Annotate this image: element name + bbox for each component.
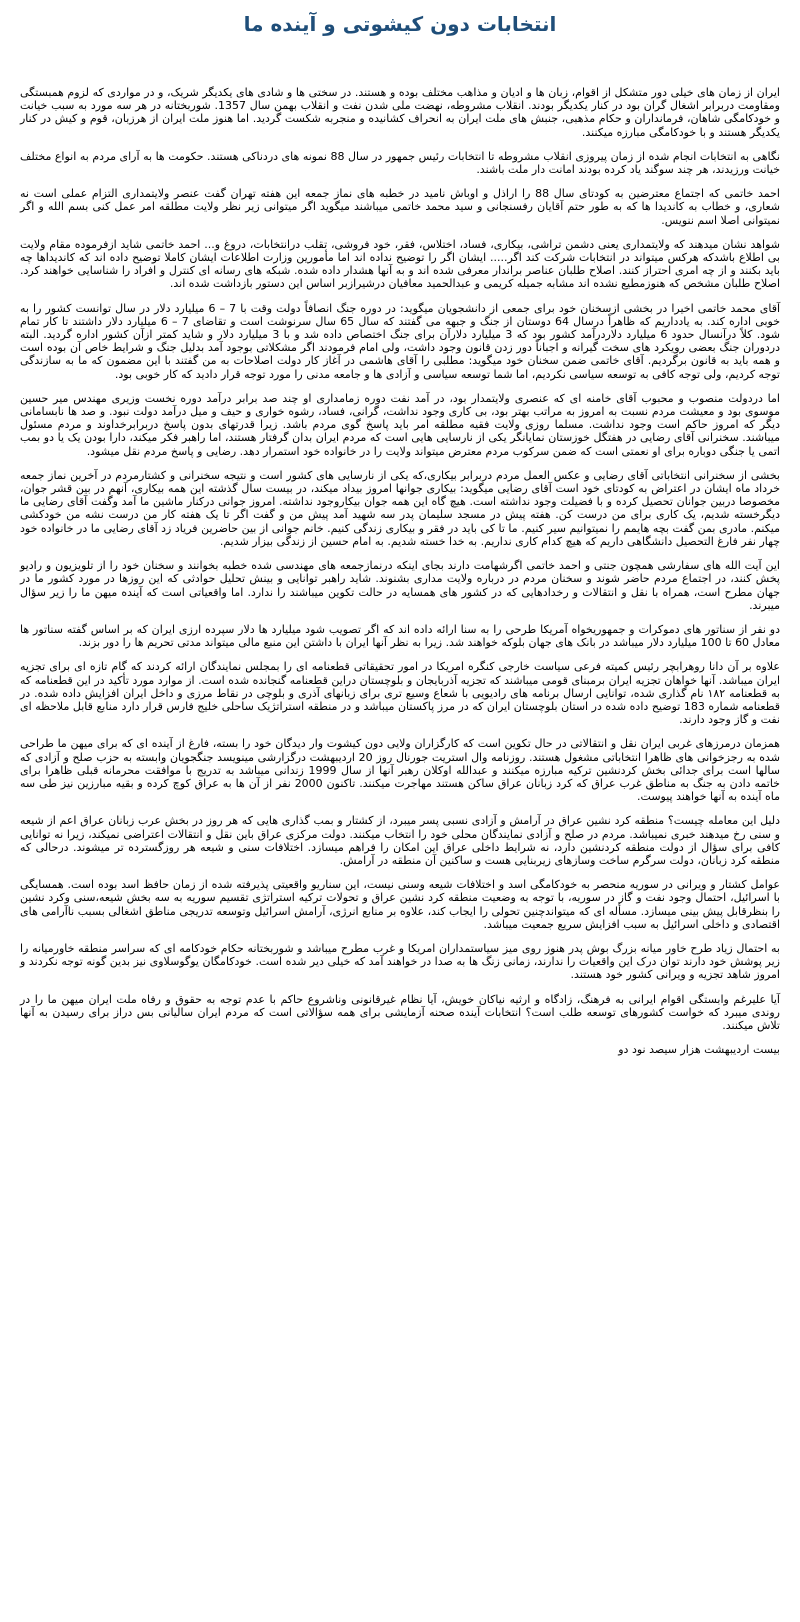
- paragraph: به احتمال زیاد طرح خاور میانه بزرگ بوش پدر هنوز روی میز سیاستمداران امریکا و غرب مطرح میباشد و شوربختانه حکام خودکامه ای که سراسر منطقه خاورمیانه را زیر پوشش خود دارند توان درک این واقعیات را ندارند، زمانی زنگ ها به صدا در خواهند آمد که خیلی دیر شده است. خودکامگان یوگوسلاوی نیز بدین گونه توجه نکردند و امروز شاهد تجزیه و ویرانی کشور خود هستند.: [20, 941, 780, 982]
- paragraph: دلیل این معامله چیست؟ منطقه کرد نشین عراق در آرامش و آزادی نسبی پسر میبرد، از کشتار و بمب گذاری هایی که هر روز در بخش عرب زبانان عراق اعم از شیعه و سنی رخ میدهند خبری نمیباشد. مردم در صلح و آزادی نمایندگان محلی خود را انتخاب میکنند. دولت مرکزی عراق باین نقل و انتقالات اعتراضی نمیکند، زیرا نه توانایی کافی برای سؤال از دولت منطقه کردنشین دارد، نه شرایط داخلی عراق این امکان را فراهم میسازد. اختلافات سنی و شیعه هر روزگسترده تر میشوند. درحالی که منطقه کرد زبانان، دولت سرگرم ساخت وسازهای زیربنایی هست و ساکنین آن منطقه در آرامش.: [20, 814, 780, 867]
- paragraph: عوامل کشتار و ویرانی در سوریه منحصر به خودکامگی اسد و اختلافات شیعه وسنی نیست، این سناریو واقعیتی پذیرفته شده از زمان حافظ اسد بوده است. همسایگی با اسرائیل، احتمال وجود نفت و گاز در سوریه، با توجه به وضعیت منطقه کرد نشین عراق و تحولات ترکیه استراتژی تقسیم سوریه به سه بخش شیعه،سنی وکرد نشین را بنظرقابل پیش بینی میسازد. مسأله ای که میتواندچنین تحولی را ایجاب کند، علاوه بر منابع انرژی، آرامش اسرائیل وتوسعه تدریجی مناطق اشغالی بسبب ناآرامی های اقتصادی و داخلی اسرائیل به سبب افزایش سریع جمعیت میباشد.: [20, 878, 780, 931]
- paragraph: احمد خاتمی که اجتماع معترضین به کودتای سال 88 را اراذل و اوباش نامید در خطبه های نماز جمعه این هفته تهران گفت عنصر ولایتمداری التزام عملی است نه شعاری، و خطاب به کاندیدا ها که به طور حتم آقایان رفسنجانی و سید محمد خاتمی میباشند میگوید اگر میتوانی زیر نظر ولایت مطلقه امر عمل کنی بسم الله و اگر نمیتوانی اصلا اسم ننویس.: [20, 187, 780, 227]
- paragraph: این آیت الله های سفارشی همچون جنتی و احمد خاتمی اگرشهامت دارند بجای اینکه درنمازجمعه های مهندسی شده خطبه بخوانند و سخنان خود را از تلویزیون و رادیو پخش کنند، در اجتماع مردم حاضر شوند و سخنان مردم در درباره ولایت مداری بشنوند. شاید راهبر توانایی و بینش تحلیل حوادثی که این روزها در مورد کشور ما در جهان مطرح است، همراه با نقل و انتقالات و رخدادهایی که در کشور های همسایه در حالت تکوین میباشند را ندارد. اما واقعیاتی است که آینده میهن ما را زیر سؤال میبرند.: [20, 559, 780, 612]
- paragraph: ایران از زمان های خیلی دور متشکل از اقوام، زبان ها و ادیان و مذاهب مختلف بوده و هستند. در سختی ها و شادی های یکدیگر شریک، و در مواردی که لزوم همبستگی ومقاومت دربرابر اشغال گران بود در کنار یکدیگر بودند. انقلاب مشروطه، نهضت ملی شدن نفت و انقلاب بهمن سال 1357. شوربختانه در هر سه مورد به سبب خیانت و خودکامگی شاهان، فرمانداران و حکام مذهبی، جنبش های ملت ایران به انحراف کشانیده و منجربه شکست گردید. اما هنوز ملت ایران از هرزبان، قوم و کیش در کنار یکدیگر هستند و با خودکامگی مبارزه میکنند.: [20, 86, 780, 139]
- page-title: انتخابات دون کیشوتی و آینده ما: [243, 12, 557, 36]
- paragraph: همزمان درمرزهای غربی ایران نقل و انتقالاتی در حال تکوین است که کارگزاران ولایی دون کیشوت وار دیدگان خود را بسته، فارغ از آینده ای که برای میهن ما طراحی شده به رجزخوانی های ظاهرا انتخاباتی مشغول هستند. روزنامه وال استریت جورنال روز 20 اردیبهشت درگزارشی مینویسد جنگجویان وابسته به حزب صلح و آزادی که سالها است برای جدائی بخش کردنشین ترکیه مبارزه میکنند و عبدالله اوکلان رهبر آنها از سال 1999 زندانی میباشد به تدریج با موافقت محرمانه قبلی ظاهرا برای خاتمه دادن به جنگ به مناطق غرب عراق که کرد زبانان عراق ساکن هستند مهاجرت میکنند. تاکنون 2000 نفر از آن ها به عراق کوچ کرده و بقیه مبارزین نیز طی سه ماه آینده به آنها خواهند پیوست.: [20, 737, 780, 804]
- date-signature: بیست اردیبهشت هزار سیصد نود دو: [618, 1043, 780, 1057]
- paragraph: اما دردولت منصوب و محبوب آقای خامنه ای که عنصری ولایتمدار بود، در آمد نفت دوره زمامداری او چند صد برابر درآمد دوره نخست وزیری مهندس میر حسین موسوی بود و معیشت مردم نسبت به امروز به مراتب بهتر بود، بی کاری وجود نداشت، گرانی، فساد، رشوه خواری و حیف و میل درآمد دولت نبود. و صد ها نابسامانی دیگر که امروز حاکم است وجود نداشت. مسلما روزی ولایت فقیه مطلقه امر باید پاسخ گوی مردم باشد. زیرا قدرتهای بدون پاسخ دربرابرخداوند و مردم مسئول میباشند. سخنرانی آقای رضایی در هفتگل خوزستان نمایانگر یکی از نارسایی هایی است که مردم ایران بدان گرفتار هستند، اما راهبر فکر میکند، دارا بودن یک یا دو بمب اتمی یا جنگی دوباره برای او نعمتی است که ضمن سرکوب مردم معترض میتواند ولایت را در خانواده خود استمرار دهد. رضایی و پاسخ مردم نقل میشود.: [20, 391, 780, 458]
- paragraph: شواهد نشان میدهند که ولایتمداری یعنی دشمن تراشی، بیکاری، فساد، اختلاس، فقر، خود فروشی، تقلب درانتخابات، دروغ و... احمد خاتمی شاید ازفرموده مقام ولایت بی اطلاع باشدکه هرکس میتواند در انتخابات شرکت کند اگر..... ایشان اگر را توضیح نداده اند اما مأمورین وزارت اطلاعات ایشان کاملا توضیح داده اند که کاندیداها چه باید بکنند و از چه امری احتراز کنند. اصلاح طلبان عناصر براندار معرفی شده اند و به آنها هشدار داده شده. شبکه های رسانه ای کنترل و افراد را شناسایی خواهند کرد. اصلاح طلبان مشخص که هنوزمطیع نشده اند مشابه جمیله کریمی و عبدالحمید معافیان درشیرازبر اساس این دستور بازداشت شده اند.: [20, 237, 780, 291]
- paragraph: آقای محمد خاتمی اخیرا در بخشی ازسخنان خود برای جمعی از دانشجویان میگوید: در دوره جنگ انصافاً دولت وقت با 7 – 6 میلیارد دلار در سال توانست کشور را به خوبی اداره کند. به یادداریم که ظاهراً درسال 64 دوستان از جنگ و جبهه می گفتند که سال 65 سال سرنوشت است و تقاضای 7 – 6 میلیارد دلار داشتند تا کار تمام شود. کلاً درآنسال حدود 6 میلیارد دلاردرآمد کشور بود که 3 میلیارد دلارآن برای جنگ اختصاص داده شد و با 3 میلیارد دلار و شاید کمتر ازآن کشور اداره گردید. البته دردوران جنگ بعضی رویکرد های سخت گیرانه و اجباناً دور زدن قانون وجود داشت، ولی امام فرمودند اگر مشکلاتی بوجود آمد بدلیل جنگ و شرایط خاص آن بوده است و همه باید به قانون برگردیم. آقای خاتمی ضمن سخنان خود میگوید: مطلبی را آقای هاشمی در آغاز کار دولت اصلاحات به من گفتند با این مضمون که ما به سازندگی توجه کردیم، ولی توجه کافی به توسعه سیاسی نکردیم، اما شما توسعه سیاسی و آزادی ها و جامعه مدنی را مورد توجه قرار دادید که کار خوبی بود.: [20, 301, 781, 381]
- article-body: [20, 86, 780, 1056]
- paragraph: نگاهی به انتخابات انجام شده از زمان پیروزی انقلاب مشروطه تا انتخابات رئیس جمهور در سال 88 نمونه های دردناکی هستند. حکومت ها به آرای مردم به انواع مختلف خیانت ورزیدند، هر چند سوگند یاد کرده بودند امانت دار ملت باشند.: [20, 149, 780, 177]
- paragraph: علاوه بر آن دانا روهرابچر رئیس کمیته فرعی سیاست خارجی کنگره امریکا در امور تحقیقاتی قطعنامه ای را بمجلس نمایندگان ارائه کردند که گام تازه ای برای تجزیه ایران میباشد. آنها خواهان تجزیه ایران برمبنای قومی میباشند که تجزیه آذربایجان و بلوچستان دراین قطعنامه گنجانده شده است. از موارد مورد تأکید در این قطعنامه که به قطعنامه ۱۸۲ نام گذاری شده، توانایی ارسال برنامه های رادیویی با شعاع وسیع تری برای زبانهای آذری و بلوچی در نقاط مرزی و داخل ایران افزایش داده شده. در قطعنامه شماره 183 توضیح داده شده در استان بلوچستان ایران که در مرز پاکستان میباشد و در منطقه استراتژیک ساحلی خلیج فارس قرار دارد منابع قابل ملاحظه ای نفت و گاز وجود دارند.: [20, 660, 781, 727]
- paragraph: بخشی از سخنرانی انتخاباتی آقای رضایی و عکس العمل مردم دربرابر بیکاری،که یکی از نارسایی های کشور است و نتیجه سخنرانی و کشتارمردم در آخرین نماز جمعه خرداد ماه ایشان در اعتراض به کودتای خود است آقای رضایی میگوید: بیکاری جوانها امروز بیداد میکند، در بیست سال گذشته این همه بیکاری، آنهم در بین قشر جوان، مخصوصا دربین جوانان تحصیل کرده و با فضیلت وجود نداشته است. هیچ گاه این همه جوان بیکاروجود نداشته. امروز جوانی درکنار ماشین ما آمد وگفت آقای رضایی ما دیگرخسته شدیم، یک کاری برای من درست کن. هفته پیش در مسجد سلیمان پدر سه شهید آمد پیش من و گفت اگر تا یک هفته کار من درست نشه من خودکشی میکنم. مادری بمن گفت بچه هایمم را نمیتوانیم سیر کنیم. ما تا کی باید در فقر و بیکاری زندگی کنیم. خانم جوانی از بین حاضرین فریاد زد آقای رضایی ما در خانواده خود چهار نفر فارغ التحصیل دانشگاهی داریم که هیچ کدام کاری نداریم. به خدا خسته شدیم. به امام حسین از زندگی بیزار شدیم.: [20, 468, 780, 548]
- paragraph: دو نفر از سناتور های دموکرات و جمهوریخواه آمریکا طرحی را به سنا ارائه داده اند که اگر تصویب شود میلیارد ها دلار سپرده ارزی ایران که بر اساس گفته سناتور ها معادل 60 تا 100 میلیارد دلار میباشد در بانک های جهان بلوکه خواهند شد. زیرا به نظر آنها ایران با داشتن این منبع مالی میتواند مدتی تحریم ها را دور بزند.: [20, 622, 780, 650]
- paragraph: آیا علیرغم وابستگی اقوام ایرانی به فرهنگ، زادگاه و ارثیه نیاکان خویش، آیا نظام غیرقانونی وناشروع حاکم با عدم توجه به حقوق و رفاه ملت ایران میهن ما را در روندی میبرد که خواست کشورهای توسعه طلب است؟ انتخابات آینده صحنه آزمایشی برای همه سؤالاتی است که مردم ایران سالیانی بس دراز برای رسیدن به آنها تلاش میکنند.: [20, 992, 780, 1032]
